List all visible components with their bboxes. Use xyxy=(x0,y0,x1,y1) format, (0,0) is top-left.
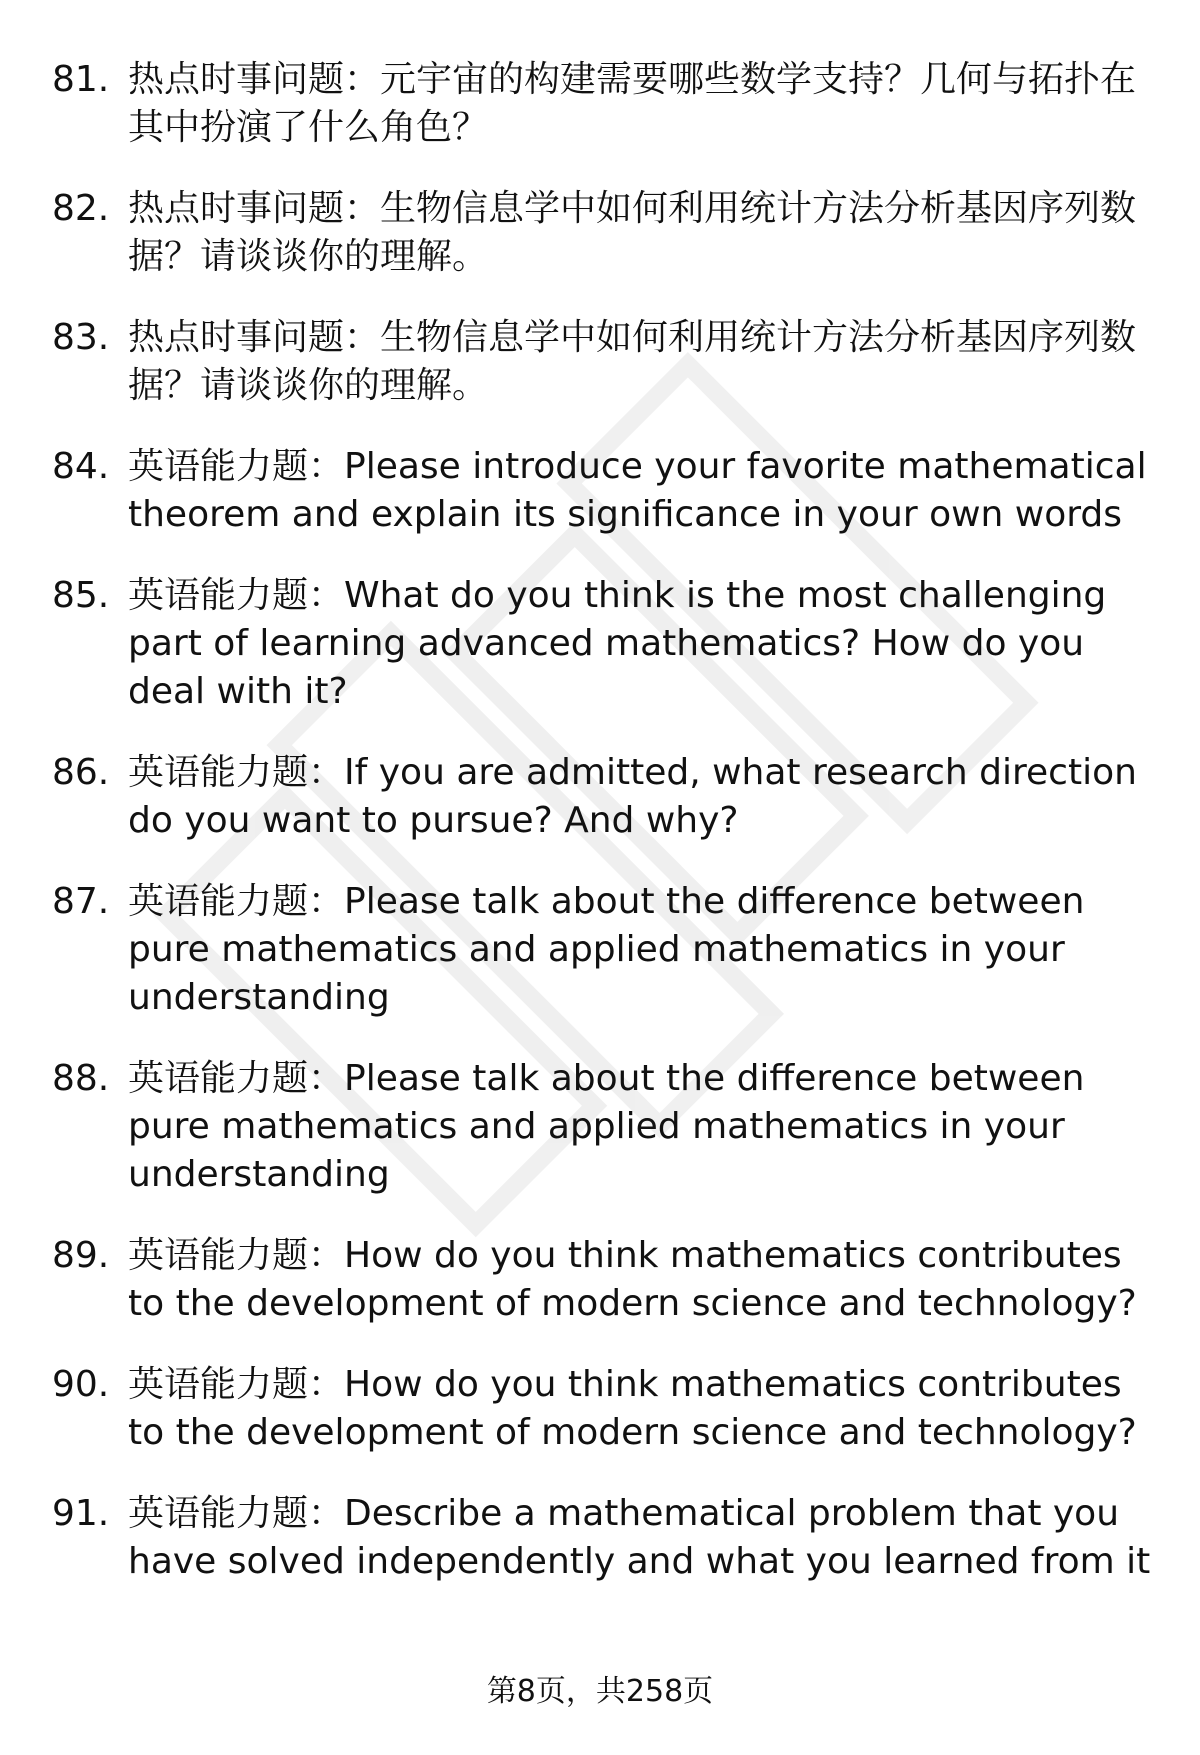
question-item xyxy=(0,1232,1200,1328)
question-number: 91. xyxy=(52,1493,110,1534)
question-text: 热点时事问题：生物信息学中如何利用统计方法分析基因序列数据？请谈谈你的理解。 xyxy=(128,317,1137,406)
question-number: 90. xyxy=(52,1364,110,1405)
question-item xyxy=(0,56,1200,152)
question-text: 英语能力题：What do you think is the most challenging part of learning advanced mathematics? How do you deal with it? xyxy=(128,575,1107,712)
question-number: 86. xyxy=(52,752,110,793)
question-item xyxy=(0,572,1200,716)
question-number: 83. xyxy=(52,317,110,358)
question-number: 84. xyxy=(52,446,110,487)
question-item xyxy=(0,749,1200,845)
question-text: 英语能力题：Please talk about the difference between pure mathematics and applied mathematics in your understanding xyxy=(128,881,1085,1018)
question-item xyxy=(0,1361,1200,1457)
question-number: 88. xyxy=(52,1058,110,1099)
question-text: 英语能力题：If you are admitted, what research direction do you want to pursue? And why? xyxy=(128,752,1137,841)
question-item xyxy=(0,185,1200,281)
question-item xyxy=(0,878,1200,1022)
question-item xyxy=(0,1490,1200,1586)
question-list xyxy=(0,56,1200,1619)
question-number: 89. xyxy=(52,1235,110,1276)
question-text: 热点时事问题：生物信息学中如何利用统计方法分析基因序列数据？请谈谈你的理解。 xyxy=(128,188,1137,277)
question-text: 英语能力题：Describe a mathematical problem that you have solved independently and what you learned from it xyxy=(128,1493,1151,1582)
question-number: 82. xyxy=(52,188,110,229)
question-text: 英语能力题：Please introduce your favorite mathematical theorem and explain its significance in your own words xyxy=(128,446,1147,535)
question-number: 87. xyxy=(52,881,110,922)
page-footer: 第8页，共258页 xyxy=(486,1674,714,1709)
question-number: 81. xyxy=(52,59,110,100)
question-text: 英语能力题：How do you think mathematics contributes to the development of modern science and technology? xyxy=(128,1235,1137,1324)
question-item xyxy=(0,443,1200,539)
question-item xyxy=(0,1055,1200,1199)
question-text: 热点时事问题：元宇宙的构建需要哪些数学支持？几何与拓扑在其中扮演了什么角色？ xyxy=(128,59,1137,148)
question-text: 英语能力题：How do you think mathematics contributes to the development of modern science and technology? xyxy=(128,1364,1137,1453)
question-number: 85. xyxy=(52,575,110,616)
question-item xyxy=(0,314,1200,410)
question-text: 英语能力题：Please talk about the difference between pure mathematics and applied mathematics in your understanding xyxy=(128,1058,1085,1195)
